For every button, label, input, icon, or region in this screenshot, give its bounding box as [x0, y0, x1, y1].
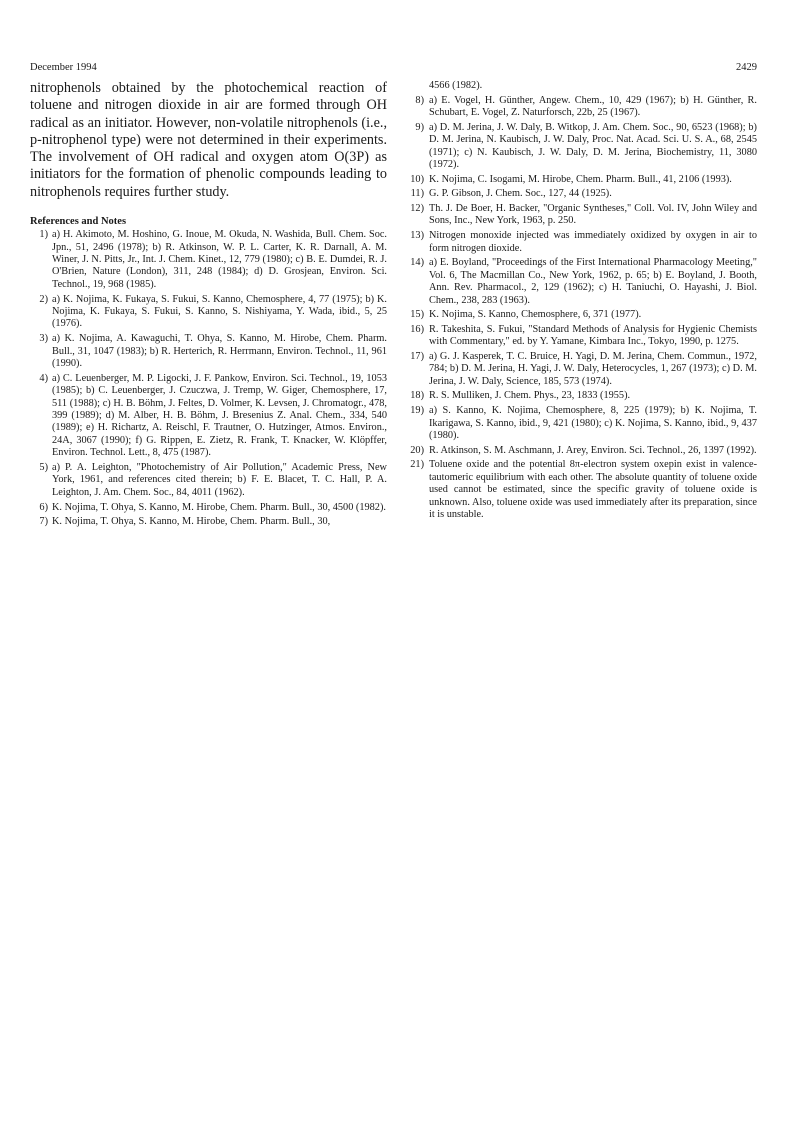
reference-number: 6) [39, 501, 48, 513]
reference-item [405, 390, 757, 402]
reference-text: a) G. J. Kasperek, T. C. Bruice, H. Yagi, D. M. Jerina, Chem. Commun., 1972, 784; b) D. M. Jerina, H. Yagi, J. W. Daly, Heterocycles, 1, 267 (1973); c) D. M. Jerina, J. W. Daly, Science, 185, 573 (1974). [429, 350, 757, 387]
right-column [405, 80, 757, 524]
reference-number: 14) [410, 257, 424, 269]
reference-number: 20) [410, 444, 424, 456]
reference-text: a) E. Boyland, "Proceedings of the First International Pharmacology Meeting," Vol. 6, The Macmillan Co., New York, 1962, p. 65; b) E. Boyland, J. Booth, Ann. Rev. Pharmacol., 2, 129 (1962); c) H. Taniuchi, O. Hayashi, J. Biol. Chem., 238, 283 (1963). [429, 257, 757, 306]
reference-text: a) E. Vogel, H. Günther, Angew. Chem., 10, 429 (1967); b) H. Günther, R. Schubart, E. Vogel, Z. Naturforsch, 22b, 25 (1967). [429, 94, 757, 119]
reference-text: G. P. Gibson, J. Chem. Soc., 127, 44 (1925). [429, 188, 612, 200]
reference-number: 15) [410, 309, 424, 321]
reference-text: K. Nojima, T. Ohya, S. Kanno, M. Hirobe, Chem. Pharm. Bull., 30, [52, 516, 331, 528]
reference-text: K. Nojima, S. Kanno, Chemosphere, 6, 371 (1977). [429, 309, 642, 321]
reference-number: 4) [39, 372, 48, 384]
reference-text: a) C. Leuenberger, M. P. Ligocki, J. F. Pankow, Environ. Sci. Technol., 19, 1053 (1985); b) C. Leuenberger, J. Czuczwa, J. Tremp, W. Giger, Chemosphere, 17, 511 (1988); c) H. B. Böhm, J. Feltes, D. Volmer, K. Levsen, J. Chromatogr., 478, 399 (1989); d) M. Alber, H. B. Böhm, J. Bresenius Z. Anal. Chem., 334, 540 (1989); e) H. Richartz, A. Reischl, F. Trautner, O. Hutzinger, Atmos. Environ., 24A, 3067 (1990); f) G. Rippen, E. Zietz, R. Frank, T. Knacker, W. Klöpffer, Environ. Technol. Lett., 8, 475 (1987). [52, 372, 387, 459]
reference-item [405, 324, 757, 349]
reference-number: 8) [415, 94, 424, 106]
reference-item [405, 459, 757, 521]
reference-text: a) H. Akimoto, M. Hoshino, G. Inoue, M. Okuda, N. Washida, Bull. Chem. Soc. Jpn., 51, 2496 (1978); b) R. Atkinson, W. P. L. Carter, K. R. Darnall, A. M. Winer, J. N. Pitts, Jr., Int. J. Chem. Kinet., 12, 779 (1980); c) B. E. Dumdei, R. J. O'Brien, Nature (London), 311, 248 (1984); d) D. Grosjean, Environ. Sci. Technol., 19, 968 (1985). [52, 229, 387, 290]
reference-number: 19) [410, 405, 424, 417]
reference-text: a) P. A. Leighton, "Photochemistry of Air Pollution," Academic Press, New York, 1961, and references cited therein; b) F. E. Blacet, T. C. Hall, P. A. Leighton, J. Am. Chem. Soc., 84, 4011 (1962). [52, 461, 387, 498]
reference-item [405, 257, 757, 307]
reference-text: K. Nojima, C. Isogami, M. Hirobe, Chem. Pharm. Bull., 41, 2106 (1993). [429, 173, 732, 185]
reference-item [405, 122, 757, 172]
reference-item [30, 333, 387, 370]
reference-text: a) S. Kanno, K. Nojima, Chemosphere, 8, 225 (1979); b) K. Nojima, T. Ikarigawa, S. Kanno, ibid., 9, 421 (1980); c) K. Nojima, S. Kanno, ibid., 9, 437 (1980). [429, 405, 757, 442]
reference-number: 12) [410, 203, 424, 215]
reference-number: 5) [39, 461, 48, 473]
reference-number: 18) [410, 390, 424, 402]
reference-item [405, 351, 757, 388]
reference-number: 9) [415, 121, 424, 133]
references-list-left [30, 229, 387, 529]
reference-item [405, 95, 757, 120]
intro-paragraph: nitrophenols obtained by the photochemical reaction of toluene and nitrogen dioxide in air are formed through OH radical as an initiator. However, non-volatile nitrophenols (i.e., p-nitrophenol type) were not determined in their experiments. The involvement of OH radical and oxygen atom O(3P) as initiators for the formation of phenolic compounds leading to nitrophenols requires further study. [30, 80, 387, 200]
reference-item [30, 229, 387, 291]
reference-item [405, 405, 757, 442]
reference-text: Toluene oxide and the potential 8π-electron system oxepin exist in valence-tautomeric equilibrium with each other. The absolute quantity of toluene oxide used cannot be estimated, since the specific gravity of toluene oxide is unknown. Also, toluene oxide was used immediately after its preparation, since it is unstable. [429, 459, 757, 521]
reference-item [405, 203, 757, 228]
reference-item [405, 445, 757, 457]
reference-item [405, 188, 757, 200]
reference-text: R. Atkinson, S. M. Aschmann, J. Arey, Environ. Sci. Technol., 26, 1397 (1992). [429, 444, 757, 456]
reference-item [30, 373, 387, 460]
references-heading: References and Notes [30, 216, 127, 228]
reference-number: 3) [39, 333, 48, 345]
reference-item [405, 230, 757, 255]
reference-text: Th. J. De Boer, H. Backer, "Organic Syntheses," Coll. Vol. IV, John Wiley and Sons, Inc., New York, 1963, p. 250. [429, 203, 757, 227]
reference-number: 2) [39, 293, 48, 305]
reference-text: R. S. Mulliken, J. Chem. Phys., 23, 1833 (1955). [429, 390, 631, 402]
reference-text: a) K. Nojima, K. Fukaya, S. Fukui, S. Kanno, Chemosphere, 4, 77 (1975); b) K. Nojima, K. Fukaya, S. Fukui, S. Kanno, S. Nishiyama, Y. Wada, ibid., 5, 25 (1976). [52, 293, 387, 330]
page-number: 2429 [736, 62, 757, 73]
reference-number: 7) [39, 516, 48, 528]
reference-number: 21) [410, 459, 424, 471]
reference-number: 11) [410, 188, 424, 200]
reference-continuation: 4566 (1982). [429, 80, 483, 91]
reference-item [30, 462, 387, 499]
reference-item [30, 294, 387, 331]
reference-text: a) K. Nojima, A. Kawaguchi, T. Ohya, S. Kanno, M. Hirobe, Chem. Pharm. Bull., 31, 1047 (1983); b) R. Herterich, R. Herrmann, Environ. Technol., 11, 961 (1990). [52, 333, 387, 369]
reference-item [405, 309, 757, 321]
reference-number: 17) [410, 350, 424, 362]
reference-text: Nitrogen monoxide injected was immediately oxidized by oxygen in air to form nitrogen dioxide. [429, 230, 757, 254]
reference-number: 13) [410, 230, 424, 242]
reference-text: a) D. M. Jerina, J. W. Daly, B. Witkop, J. Am. Chem. Soc., 90, 6523 (1968); b) D. M. Jerina, N. Kaubisch, J. W. Daly, Proc. Nat. Acad. Sci. U. S. A., 68, 2545 (1971); c) N. Kaubisch, J. W. Daly, D. M. Jerina, Biochemistry, 11, 3080 (1972). [429, 121, 757, 171]
reference-item [30, 502, 387, 514]
reference-item [30, 516, 387, 528]
references-list-right [405, 95, 757, 522]
running-header-date: December 1994 [30, 62, 97, 73]
reference-number: 16) [410, 323, 424, 335]
reference-number: 1) [39, 229, 48, 241]
reference-text: K. Nojima, T. Ohya, S. Kanno, M. Hirobe, Chem. Pharm. Bull., 30, 4500 (1982). [52, 501, 386, 513]
reference-text: R. Takeshita, S. Fukui, "Standard Methods of Analysis for Hygienic Chemists with Commentary," ed. by Y. Yamane, Kimbara Inc., Tokyo, 1990, p. 1275. [429, 323, 757, 348]
reference-item [405, 174, 757, 186]
reference-number: 10) [410, 173, 424, 185]
left-column [30, 80, 387, 531]
